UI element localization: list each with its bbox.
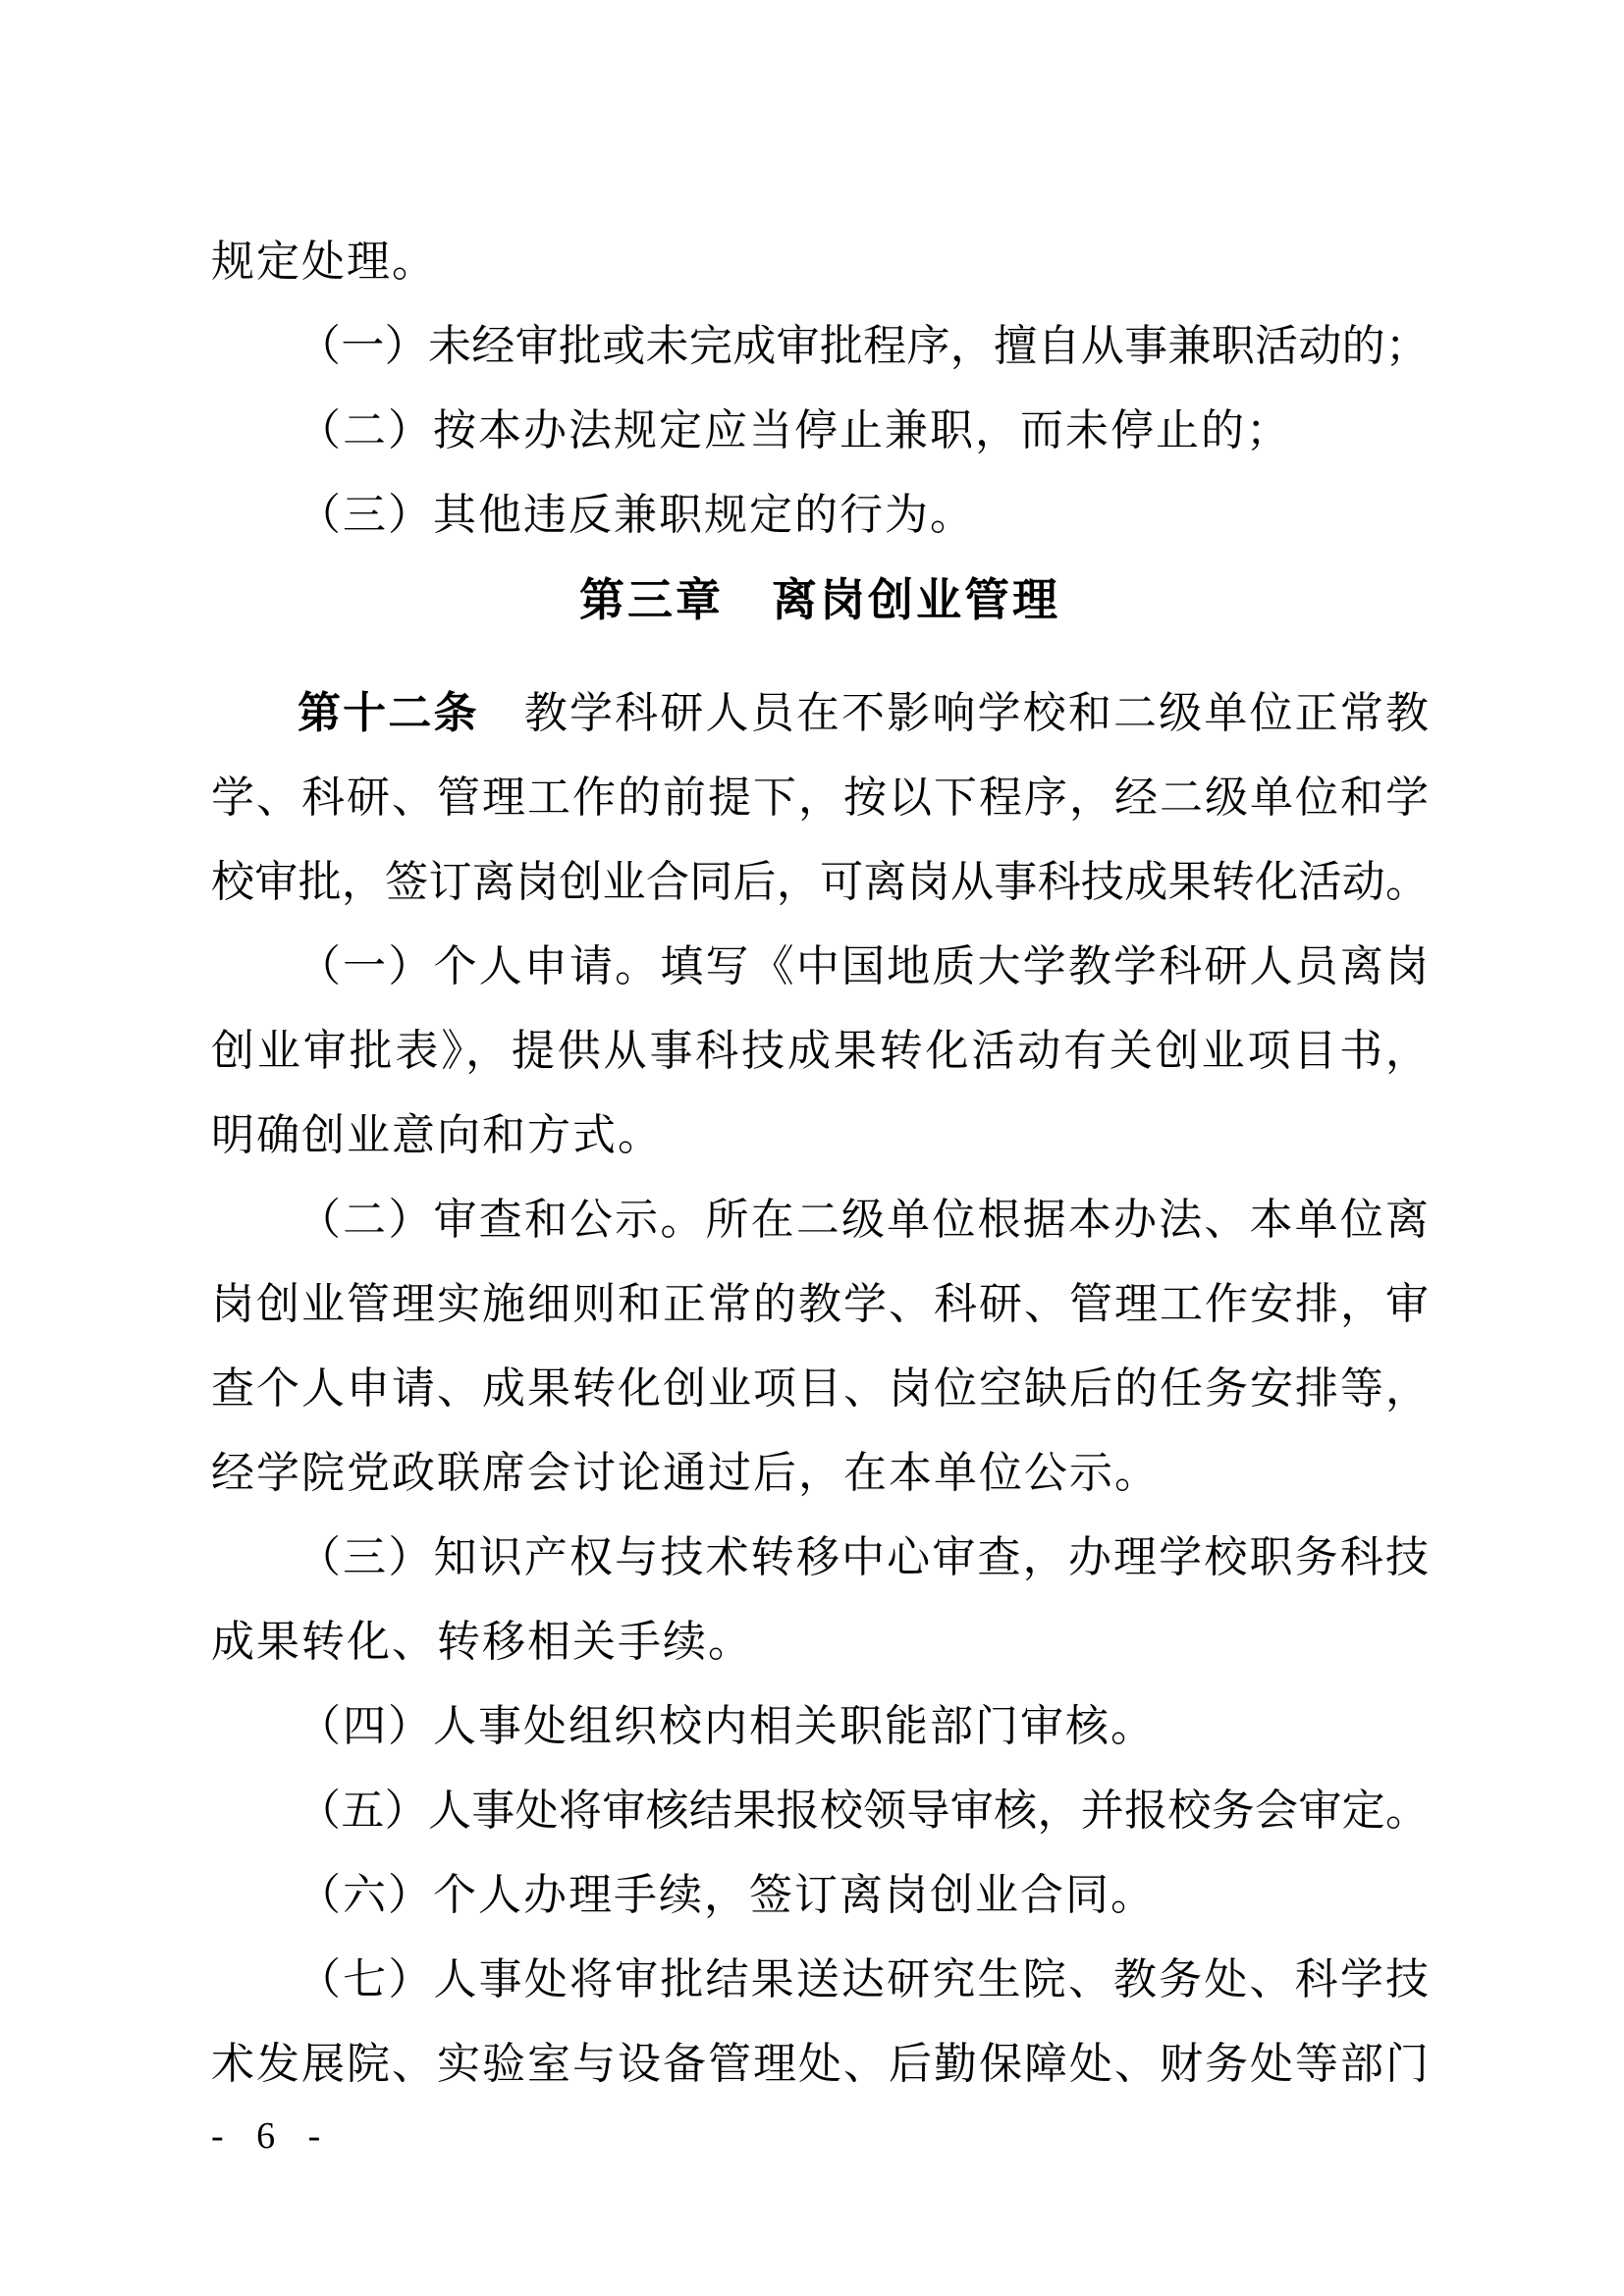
document-line: 创业审批表》，提供从事科技成果转化活动有关创业项目书， [211,1027,1429,1075]
document-line: （一）个人申请。填写《中国地质大学教学科研人员离岗 [298,942,1429,990]
document-line: （二）审查和公示。所在二级单位根据本办法、本单位离 [298,1196,1429,1244]
document-line: （三）其他违反兼职规定的行为。 [298,491,975,539]
document-line: 成果转化、转移相关手续。 [211,1618,753,1666]
document-line: 岗创业管理实施细则和正常的教学、科研、管理工作安排，审 [211,1280,1429,1328]
document-body [211,220,1429,2107]
document-line: 明确创业意向和方式。 [211,1111,663,1159]
article-number: 第十二条 [298,689,479,737]
document-line: （二）按本办法规定应当停止兼职，而未停止的； [298,406,1291,454]
document-line: （四）人事处组织校内相关职能部门审核。 [298,1702,1156,1750]
chapter-heading: 第三章 离岗创业管理 [579,574,1060,625]
document-line: 术发展院、实验室与设备管理处、后勤保障处、财务处等部门 [211,2040,1429,2088]
document-line: 规定处理。 [211,238,437,286]
document-line: 查个人申请、成果转化创业项目、岗位空缺后的任务安排等， [211,1364,1429,1413]
document-line: 校审批，签订离岗创业合同后，可离岗从事科技成果转化活动。 [211,858,1429,906]
document-line: 经学院党政联席会讨论通过后，在本单位公示。 [211,1449,1160,1497]
document-line: 学、科研、管理工作的前提下，按以下程序，经二级单位和学 [211,774,1429,822]
page-number: - 6 - [211,2115,333,2157]
document-line: （一）未经审批或未完成审批程序，擅自从事兼职活动的； [298,322,1429,370]
document-line: 第十二条 教学科研人员在不影响学校和二级单位正常教 [298,689,1430,737]
document-line: （六）个人办理手续，签订离岗创业合同。 [298,1871,1156,1919]
document-line: （三）知识产权与技术转移中心审查，办理学校职务科技 [298,1533,1429,1581]
document-line: （五）人事处将审核结果报校领导审核，并报校务会审定。 [298,1787,1429,1835]
document-line: （七）人事处将审批结果送达研究生院、教务处、科学技 [298,1955,1429,2003]
